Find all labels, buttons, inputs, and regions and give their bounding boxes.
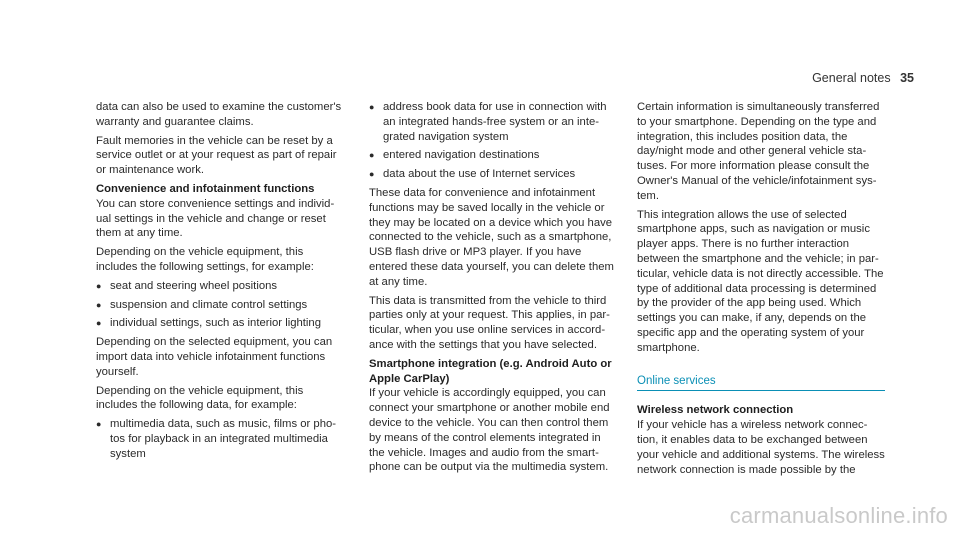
- paragraph: Depending on the selected equipment, you can import data into vehicle infotainment functions yourself.: [96, 336, 333, 378]
- paragraph: This data is transmitted from the vehicle to third parties only at your request. This applies, in particular, when you use online services in accordance with the settings that you have selected.: [369, 294, 610, 351]
- column-1: [96, 100, 344, 466]
- header-title: General notes: [812, 71, 891, 85]
- paragraph: You can store convenience settings and individual settings in the vehicle and change or reset them at any time.: [96, 197, 335, 240]
- paragraph: Certain information is simultaneously transferred to your smartphone. Depending on the type and integration, this includes position data, the day/night mode and other general vehicle statuses. For more information please consult the Owner's Manual of the vehicle/infotainment system.: [637, 101, 880, 202]
- page-number: 35: [900, 71, 914, 85]
- bullet-list: [96, 279, 344, 331]
- list-item-text: suspension and climate control settings: [110, 298, 308, 311]
- bullet-list: [369, 100, 617, 182]
- section-heading: Wireless network connection: [637, 404, 794, 417]
- bullet-icon: ●: [369, 102, 375, 112]
- paragraph: Depending on the vehicle equipment, this includes the following data, for example:: [96, 384, 304, 412]
- bullet-icon: ●: [96, 280, 102, 291]
- paragraph: If your vehicle has a wireless network connection, it enables data to be exchanged between your vehicle and additional systems. The wireless network connection is made possible by the: [637, 419, 885, 476]
- list-item: [369, 100, 617, 144]
- section-heading: Smartphone integration (e.g. Android Auto or Apple CarPlay): [369, 357, 612, 385]
- list-item: [96, 417, 344, 461]
- section-heading: Convenience and infotainment functions: [96, 182, 315, 195]
- paragraph: This integration allows the use of selected smartphone apps, such as navigation or music player apps. There is no further interaction between the smartphone and the vehicle; in particular, vehicle data is not directly accessible. The type of additional data processing is determined by the provider of the app being used. Which settings you can make, if any, depends on the specific app and the operating system of your smartphone.: [637, 208, 884, 354]
- column-3: [637, 100, 885, 481]
- bullet-icon: ●: [96, 299, 102, 310]
- paragraph: data can also be used to examine the customer's warranty and guarantee claims.: [96, 101, 342, 128]
- list-item: [96, 279, 344, 294]
- paragraph: Fault memories in the vehicle can be reset by a service outlet or at your request as part of repair or maintenance work.: [96, 134, 337, 177]
- bullet-icon: ●: [369, 150, 375, 161]
- bullet-icon: ●: [369, 169, 375, 180]
- bullet-icon: ●: [96, 318, 102, 329]
- paragraph: If your vehicle is accordingly equipped, you can connect your smartphone or another mobile end device to the vehicle. You can then control them by means of the control elements integrated in the vehicle. Images and audio from the smartphone can be output via the multimedia system.: [369, 387, 610, 474]
- online-services-heading: Online services: [637, 374, 885, 392]
- list-item: [369, 167, 617, 182]
- page-header: [812, 71, 914, 85]
- list-item-text: entered navigation destinations: [383, 149, 540, 162]
- bullet-icon: ●: [96, 419, 102, 430]
- paragraph: Depending on the vehicle equipment, this includes the following settings, for example:: [96, 246, 314, 273]
- watermark: carmanualsonline.info: [729, 503, 948, 528]
- list-item-text: data about the use of Internet services: [383, 168, 576, 181]
- column-2: [369, 100, 617, 479]
- list-item-text: individual settings, such as interior lighting: [110, 317, 321, 330]
- list-item: [96, 298, 344, 313]
- list-item: [369, 148, 617, 163]
- bullet-list: [96, 417, 344, 461]
- list-item: [96, 316, 344, 331]
- list-item-text: address book data for use in connection with an integrated hands-free system or an integrated navigation system: [383, 101, 607, 143]
- paragraph: These data for convenience and infotainment functions may be saved locally in the vehicle or they may be located on a device which you have connected to the vehicle, such as a smartphone, USB flash drive or MP3 player. If you have entered these data yourself, you can delete them at any time.: [369, 186, 614, 288]
- list-item-text: seat and steering wheel positions: [110, 279, 278, 292]
- list-item-text: multimedia data, such as music, films or photos for playback in an integrated multimedia system: [110, 418, 337, 460]
